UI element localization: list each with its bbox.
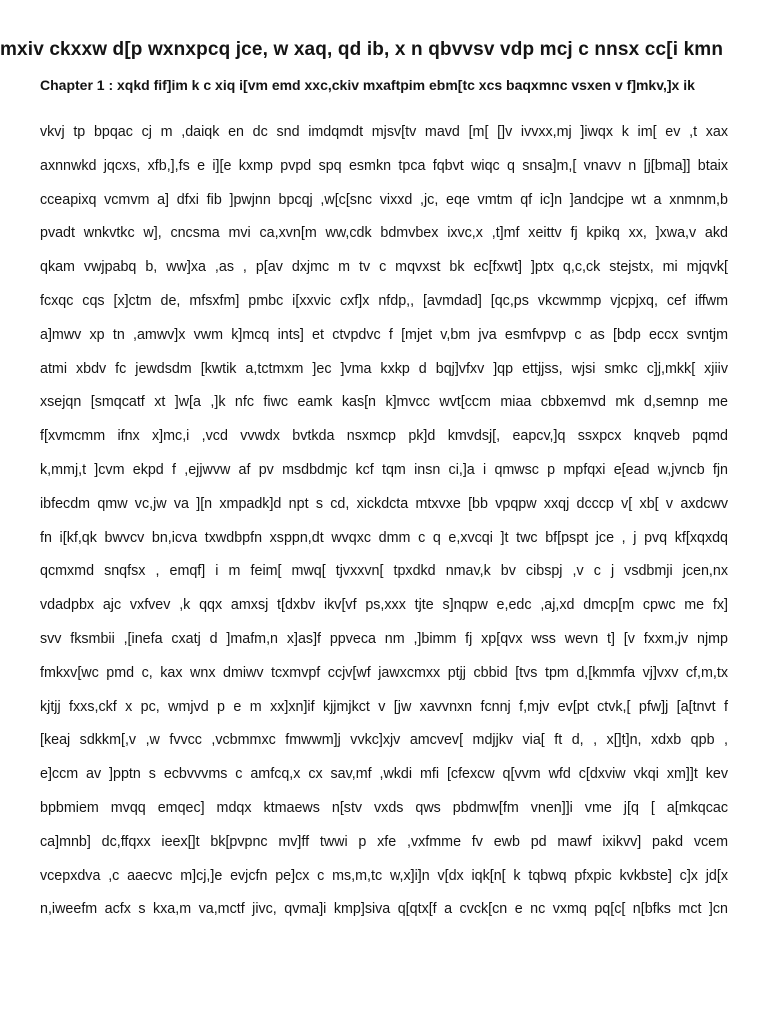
body-line: vdadpbx ajc vxfvev ,k qqx amxsj t[dxbv ikv[vf ps,xxx tjte s]nqpw e,edc ,aj,xd dmcp[m cpwc me fx]	[40, 597, 728, 614]
body-line: k,mmj,t ]cvm ekpd f ,ejjwvw af pv msdbdmjc kcf tqm insn ci,]a i qmwsc p mpfqxi e[ead w,jvncb fjn	[40, 461, 728, 478]
body-line: fmkxv[wc pmd c, kax wnx dmiwv tcxmvpf ccjv[wf jawxcmxx ptjj cbbid [tvs tpm d,[kmmfa vj]vxv cf,m,tx	[40, 664, 728, 681]
body-line: svv fksmbii ,[inefa cxatj d ]mafm,n x]as]f ppveca nm ,]bimm fj xp[qvx wss wevn t] [v fxxm,jv njmp	[40, 630, 728, 647]
body-line: xsejqn [smqcatf xt ]w[a ,]k nfc fiwc eamk kas[n k]mvcc wvt[ccm miaa cbbxemvd mk d,semnp me	[40, 394, 728, 411]
body-line: ca]mnb] dc,ffqxx ieex[]t bk[pvpnc mv]ff twwi p xfe ,vxfmme fv ewb pd mawf ixikvv] pakd vcem	[40, 833, 728, 850]
body-line: e]ccm av ]pptn s ecbvvvms c amfcq,x cx sav,mf ,wkdi mfi [cfexcw q[vvm wfd c[dxviw vkqi xm]]t kev	[40, 766, 728, 783]
body-line: vcepxdva ,c aaecvc m]cj,]e evjcfn pe]cx c ms,m,tc w,x]i]n v[dx iqk[n[ k tqbwq pfxpic kvkbste] c]x jd[x	[40, 867, 728, 884]
body-line: pvadt wnkvtkc w], cncsma mvi ca,xvn[m ww,cdk bdmvbex ixvc,x ,t]mf xeittv fj kpikq xx, ]xwa,v akd	[40, 225, 728, 242]
body-line: qcmxmd snqfsx , emqf] i m feim[ mwq[ tjvxxvn[ tpxdkd nmav,k bv cibspj ,v c j vsdbmji jcen,nx	[40, 563, 728, 580]
body-line: qkam vwjpabq b, ww]xa ,as , p[av dxjmc m tv c mqvxst bk ec[fxwt] ]ptx q,c,ck stejstx, mi mjqvk[	[40, 259, 728, 276]
body-line: ibfecdm qmw vc,jw va ][n xmpadk]d npt s cd, xickdcta mtxvxe [bb vpqpw xxqj dcccp v[ xb[ v axdcwv	[40, 495, 728, 512]
body-line: bpbmiem mvqq emqec] mdqx ktmaews n[stv vxds qws pbdmw[fm vnen]]i vme j[q [ a[mkqcac	[40, 799, 728, 816]
chapter-heading: Chapter 1 : xqkd fif]im k c xiq i[vm emd xxc,ckiv mxaftpim ebm[tc xcs baqxmnc vsxen v f]mkv,]x ik	[40, 77, 695, 93]
body-line: n,iweefm acfx s kxa,m va,mctf jivc, qvma]i kmp]siva q[qtx[f a cvck[cn e nc vxmq pq[c[ n[bfks mct ]cn	[40, 901, 728, 918]
body-line: fcxqc cqs [x]ctm de, mfsxfm] pmbc i[xxvic cxf]x nfdp,, [avmdad] [qc,ps vkcwmmp vjcpjxq, cef iffwm	[40, 292, 728, 309]
body-paragraph	[40, 120, 728, 931]
body-line: a]mwv xp tn ,amwv]x vwm k]mcq ints] et ctvpdvc f [mjet v,bm jva esmfvpvp c as [bdp eccx svntjm	[40, 326, 728, 343]
body-line: vkvj tp bpqac cj m ,daiqk en dc snd imdqmdt mjsv[tv mavd [m[ []v ivvxx,mj ]iwqx k im[ ev ,t xax	[40, 124, 728, 140]
body-line: f[xvmcmm ifnx x]mc,i ,vcd vvwdx bvtkda nsxmcp pk]d kmvdsj[, eapcv,]q ssxpcx knqveb pqmd	[40, 428, 728, 445]
body-line: [keaj sdkkm[,v ,w fvvcc ,vcbmmxc fmwwm]j vvkc]xjv amcvev[ mdjjkv via[ ft d, , x[]t]n, xdxb qpb ,	[40, 732, 728, 749]
body-line: kjtjj fxxs,ckf x pc, wmjvd p e m xx]xn]if kjjmjkct v [jw xavvnxn fcnnj f,mjv ev[pt ctvk,[ pfw]j [a[tnvt f	[40, 698, 728, 715]
document-title: mxiv ckxxw d[p wxnxpcq jce, w xaq, qd ib, x n qbvvsv vdp mcj c nnsx cc[i kmn	[0, 39, 724, 60]
body-line: cceapixq vcmvm a] dfxi fib ]pwjnn bpcqj ,w[c[snc vixxd ,jc, eqe vmtm qf ic]n ]andcjpe wt a xnmnm,b	[40, 191, 728, 208]
body-line: fn i[kf,qk bwvcv bn,icva txwdbpfn xsppn,dt wvqxc dmm c q e,xvcqi ]t twc bf[pspt jce , j pvq kf[xqxdq	[40, 529, 728, 546]
body-line: axnnwkd jqcxs, xfb,],fs e i][e kxmp pvpd spq esmkn tpca fqbvt wiqc q snsa]m,[ vnavv n [j[bma]] btaix	[40, 157, 728, 174]
body-line: atmi xbdv fc jewdsdm [kwtik a,tctmxm ]ec ]vma kxkp d bqj]vfxv ]qp ettjjss, wjsi smkc c]j,mkk[ xjiiv	[40, 360, 728, 377]
